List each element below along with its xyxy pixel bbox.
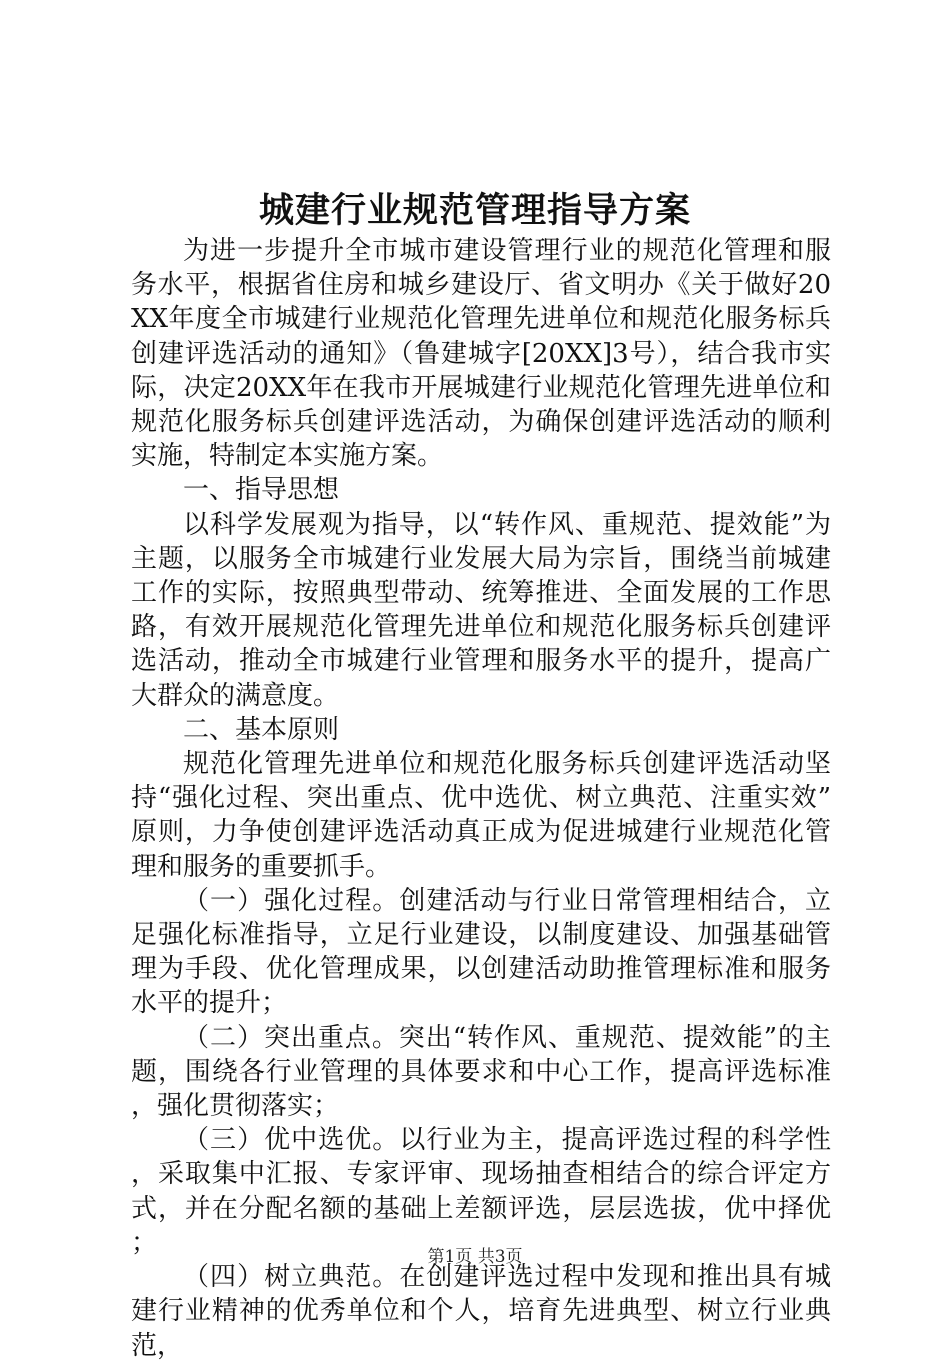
principle-item-1: （一）强化过程。创建活动与行业日常管理相结合，立足强化标准指导，立足行业建设，以制度建设、加强基础管理为手段、优化管理成果，以创建活动助推管理标准和服务水平的提升； [131, 885, 831, 1019]
principle-item-4: （四）树立典范。在创建评选过程中发现和推出具有城建行业精神的优秀单位和个人，培育先进典型、树立行业典范， [131, 1262, 831, 1361]
section-heading-guiding-ideology: 一、指导思想 [183, 475, 340, 506]
principle-item-2: （二）突出重点。突出“转作风、重规范、提效能”的主题，围绕各行业管理的具体要求和中心工作，提高评选标准，强化贯彻落实； [131, 1022, 831, 1122]
document-title: 城建行业规范管理指导方案 [258, 190, 691, 231]
principle-item-3: （三）优中选优。以行业为主，提高评选过程的科学性，采取集中汇报、专家评审、现场抽查相结合的综合评定方式，并在分配名额的基础上差额评选，层层选拔，优中择优； [131, 1125, 831, 1258]
guiding-ideology-paragraph: 以科学发展观为指导，以“转作风、重规范、提效能”为主题，以服务全市城建行业发展大局为宗旨，围绕当前城建工作的实际，按照典型带动、统筹推进、全面发展的工作思路，有效开展规范化管理先进单位和规范化服务标兵创建评选活动，推动全市城建行业管理和服务水平的提升，提高广大群众的满意度。 [131, 509, 831, 711]
document-body [131, 234, 831, 1363]
intro-paragraph: 为进一步提升全市城市建设管理行业的规范化管理和服务水平，根据省住房和城乡建设厅、省文明办《关于做好20XX年度全市城建行业规范化管理先进单位和规范化服务标兵创建评选活动的通知》（鲁建城字[20XX]3号），结合我市实际，决定20XX年在我市开展城建行业规范化管理先进单位和规范化服务标兵创建评选活动，为确保创建评选活动的顺利实施，特制定本实施方案。 [131, 236, 831, 472]
page-footer: 第1页 共3页 [427, 1247, 523, 1267]
section-heading-basic-principles: 二、基本原则 [183, 714, 340, 745]
basic-principles-paragraph: 规范化管理先进单位和规范化服务标兵创建评选活动坚持“强化过程、突出重点、优中选优、树立典范、注重实效”原则，力争使创建评选活动真正成为促进城建行业规范化管理和服务的重要抓手。 [131, 749, 831, 882]
